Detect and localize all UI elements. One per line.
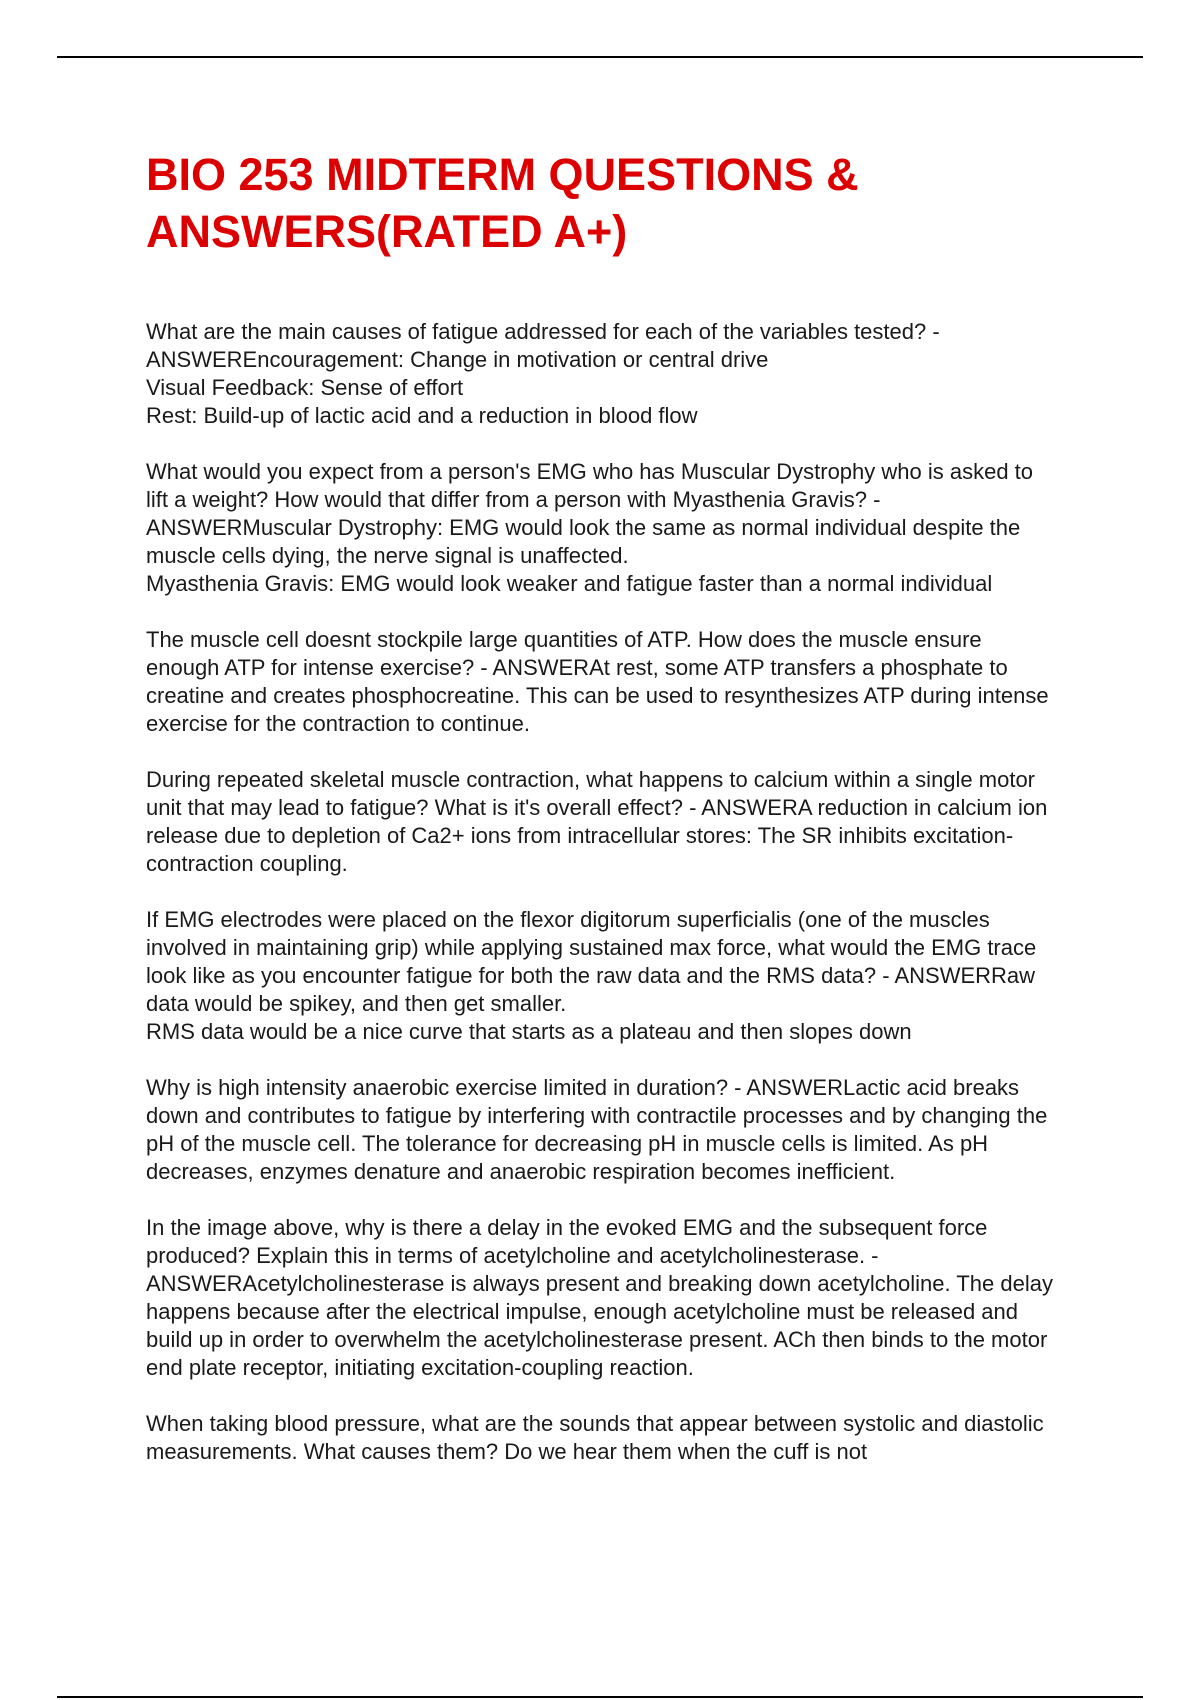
qa-text: RMS data would be a nice curve that starts as a plateau and then slopes down bbox=[146, 1019, 912, 1044]
qa-item-evoked-emg-delay bbox=[146, 1214, 1060, 1382]
qa-item-emg-trace bbox=[146, 906, 1056, 1046]
qa-list bbox=[146, 318, 1076, 1466]
qa-item-blood-pressure bbox=[146, 1410, 1056, 1466]
qa-text: Why is high intensity anaerobic exercise limited in duration? - ANSWERLactic acid breaks down and contributes to fatigue by interfering with contractile processes and by changing the pH of the muscle cell. The tolerance for decreasing pH in muscle cells is limited. As pH decreases, enzymes denature and anaerobic respiration becomes inefficient. bbox=[146, 1075, 1054, 1184]
qa-item-fatigue-causes bbox=[146, 318, 1056, 430]
qa-text: What are the main causes of fatigue addressed for each of the variables tested? - ANSWEREncouragement: Change in motivation or central drive bbox=[146, 319, 945, 372]
qa-text: In the image above, why is there a delay in the evoked EMG and the subsequent force produced? Explain this in terms of acetylcholine and acetylcholinesterase. - ANSWERAcetylcholinesterase is always present and breaking down acetylcholine. The delay happens because after the electrical impulse, enough acetylcholine must be released and build up in order to overwhelm the acetylcholinesterase present. ACh then binds to the motor end plate receptor, initiating excitation-coupling reaction. bbox=[146, 1215, 1060, 1380]
qa-text: During repeated skeletal muscle contraction, what happens to calcium within a single motor unit that may lead to fatigue? What is it's overall effect? - ANSWERA reduction in calcium ion release due to depletion of Ca2+ ions from intracellular stores: The SR inhibits excitation-contraction coupling. bbox=[146, 767, 1054, 876]
qa-item-atp-stockpile bbox=[146, 626, 1056, 738]
qa-text: When taking blood pressure, what are the sounds that appear between systolic and diastolic measurements. What causes them? Do we hear them when the cuff is not bbox=[146, 1411, 1050, 1464]
qa-text: Rest: Build-up of lactic acid and a reduction in blood flow bbox=[146, 403, 698, 428]
qa-text: The muscle cell doesnt stockpile large quantities of ATP. How does the muscle ensure enough ATP for intense exercise? - ANSWERAt rest, some ATP transfers a phosphate to creatine and creates phosphocreatine. This can be used to resynthesizes ATP during intense exercise for the contraction to continue. bbox=[146, 627, 1055, 736]
qa-item-anaerobic-limit bbox=[146, 1074, 1056, 1186]
title-line-1: BIO 253 MIDTERM QUESTIONS & bbox=[146, 149, 859, 200]
qa-text: What would you expect from a person's EMG who has Muscular Dystrophy who is asked to lift a weight? How would that differ from a person with Myasthenia Gravis? - ANSWERMuscular Dystrophy: EMG would look the same as normal individual despite the muscle cells dying, the nerve signal is unaffected. bbox=[146, 459, 1040, 568]
qa-text: Myasthenia Gravis: EMG would look weaker and fatigue faster than a normal individual bbox=[146, 571, 993, 596]
qa-item-emg-dystrophy bbox=[146, 458, 1056, 598]
top-rule bbox=[57, 56, 1143, 58]
bottom-rule bbox=[57, 1696, 1143, 1698]
document-title bbox=[146, 146, 946, 260]
qa-text: If EMG electrodes were placed on the flexor digitorum superficialis (one of the muscles involved in maintaining grip) while applying sustained max force, what would the EMG trace look like as you encounter fatigue for both the raw data and the RMS data? - ANSWERRaw data would be spikey, and then get smaller. bbox=[146, 907, 1043, 1016]
qa-text: Visual Feedback: Sense of effort bbox=[146, 375, 464, 400]
title-line-2: ANSWERS(RATED A+) bbox=[146, 206, 628, 257]
qa-item-calcium-fatigue bbox=[146, 766, 1056, 878]
document-body bbox=[146, 146, 1076, 1494]
